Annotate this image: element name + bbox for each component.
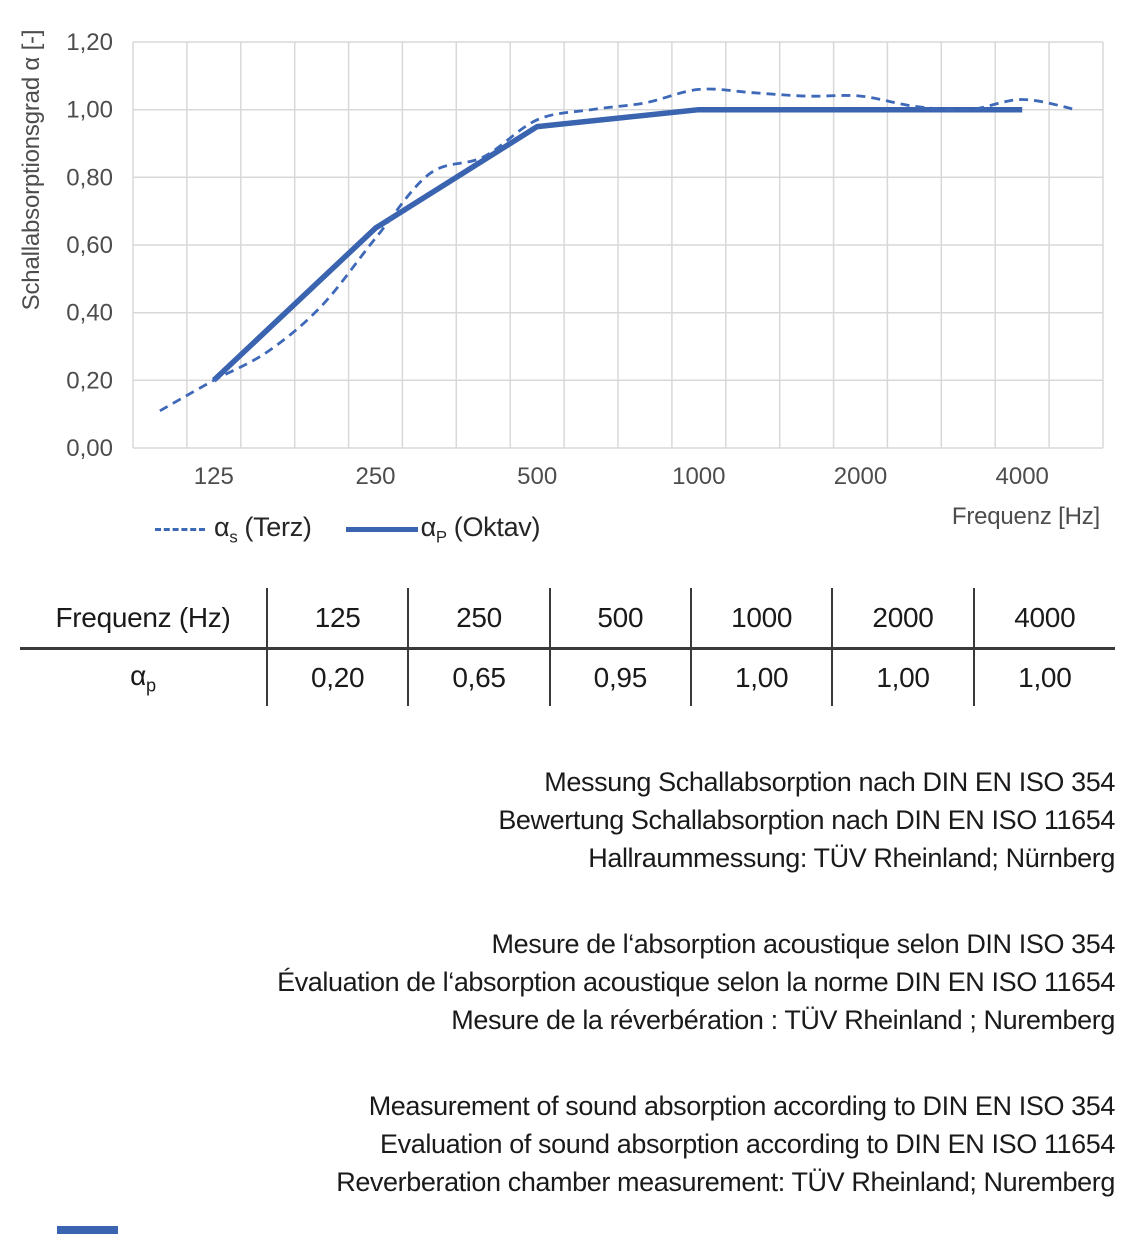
note-english xyxy=(0,1087,1115,1201)
value-cell-250: 0,65 xyxy=(408,649,549,707)
footer-accent-bar xyxy=(57,1226,118,1234)
row-label-alpha-p: $\alpha_p$ xyxy=(130,659,156,696)
chart-legend xyxy=(155,512,540,547)
header-cell-250: 250 xyxy=(408,588,549,649)
absorption-table xyxy=(20,588,1115,706)
y-tick-label: 0,40 xyxy=(66,299,113,327)
table-header-row xyxy=(20,588,1115,649)
y-tick-label: 0,60 xyxy=(66,232,113,259)
note-line: Messung Schallabsorption nach DIN EN ISO 354 xyxy=(544,767,1115,797)
legend-label-terz: $\alpha_s$ (Terz) xyxy=(214,512,312,547)
table-value-row xyxy=(20,649,1115,707)
legend-item-terz xyxy=(155,512,312,547)
legend-label-oktav: $\alpha_P$ (Oktav) xyxy=(420,512,541,547)
x-axis-title: Frequenz [Hz] xyxy=(951,503,1100,530)
note-line: Évaluation de l‘absorption acoustique selon la norme DIN EN ISO 11654 xyxy=(277,967,1115,997)
header-cell-frequency: Frequenz (Hz) xyxy=(20,588,267,649)
header-cell-4000: 4000 xyxy=(974,588,1115,649)
legend-item-oktav xyxy=(346,512,541,547)
note-german xyxy=(0,763,1115,877)
value-cell-125: 0,20 xyxy=(267,649,408,707)
value-cell-500: 0,95 xyxy=(550,649,691,707)
note-french xyxy=(0,925,1115,1039)
note-line: Mesure de l‘absorption acoustique selon DIN ISO 354 xyxy=(491,929,1115,959)
absorption-chart xyxy=(0,0,1135,560)
header-cell-500: 500 xyxy=(550,588,691,649)
note-line: Mesure de la réverbération : TÜV Rheinland ; Nuremberg xyxy=(451,1005,1115,1035)
y-tick-label: 1,20 xyxy=(66,29,113,56)
note-line: Hallraummessung: TÜV Rheinland; Nürnberg xyxy=(588,843,1115,873)
note-line: Measurement of sound absorption according to DIN EN ISO 354 xyxy=(368,1091,1115,1121)
x-tick-label: 1000 xyxy=(672,463,726,490)
value-cell-4000: 1,00 xyxy=(974,649,1115,707)
chart-gridlines xyxy=(133,42,1103,448)
note-line: Reverberation chamber measurement: TÜV Rheinland; Nuremberg xyxy=(336,1167,1115,1197)
absorption-chart-svg xyxy=(0,0,1135,560)
header-cell-1000: 1000 xyxy=(691,588,832,649)
x-tick-label: 250 xyxy=(355,463,396,490)
y-tick-label: 0,20 xyxy=(66,367,113,395)
dashed-line-sample xyxy=(155,528,205,531)
x-tick-label: 500 xyxy=(517,463,558,490)
y-tick-label: 1,00 xyxy=(66,96,113,124)
solid-line-sample xyxy=(346,527,418,532)
y-axis-title: Schallabsorptionsgrad α [-] xyxy=(18,29,45,311)
header-cell-2000: 2000 xyxy=(832,588,973,649)
note-line: Bewertung Schallabsorption nach DIN EN ISO 11654 xyxy=(498,805,1115,835)
x-tick-label: 4000 xyxy=(995,463,1049,490)
x-tick-label: 125 xyxy=(193,463,234,490)
value-cell-1000: 1,00 xyxy=(691,649,832,707)
x-tick-label: 2000 xyxy=(833,463,888,490)
note-line: Evaluation of sound absorption according to DIN EN ISO 11654 xyxy=(380,1129,1115,1159)
value-cell-2000: 1,00 xyxy=(832,649,973,707)
y-tick-label: 0,80 xyxy=(66,164,113,192)
y-tick-label: 0,00 xyxy=(66,435,113,462)
header-cell-125: 125 xyxy=(267,588,408,649)
